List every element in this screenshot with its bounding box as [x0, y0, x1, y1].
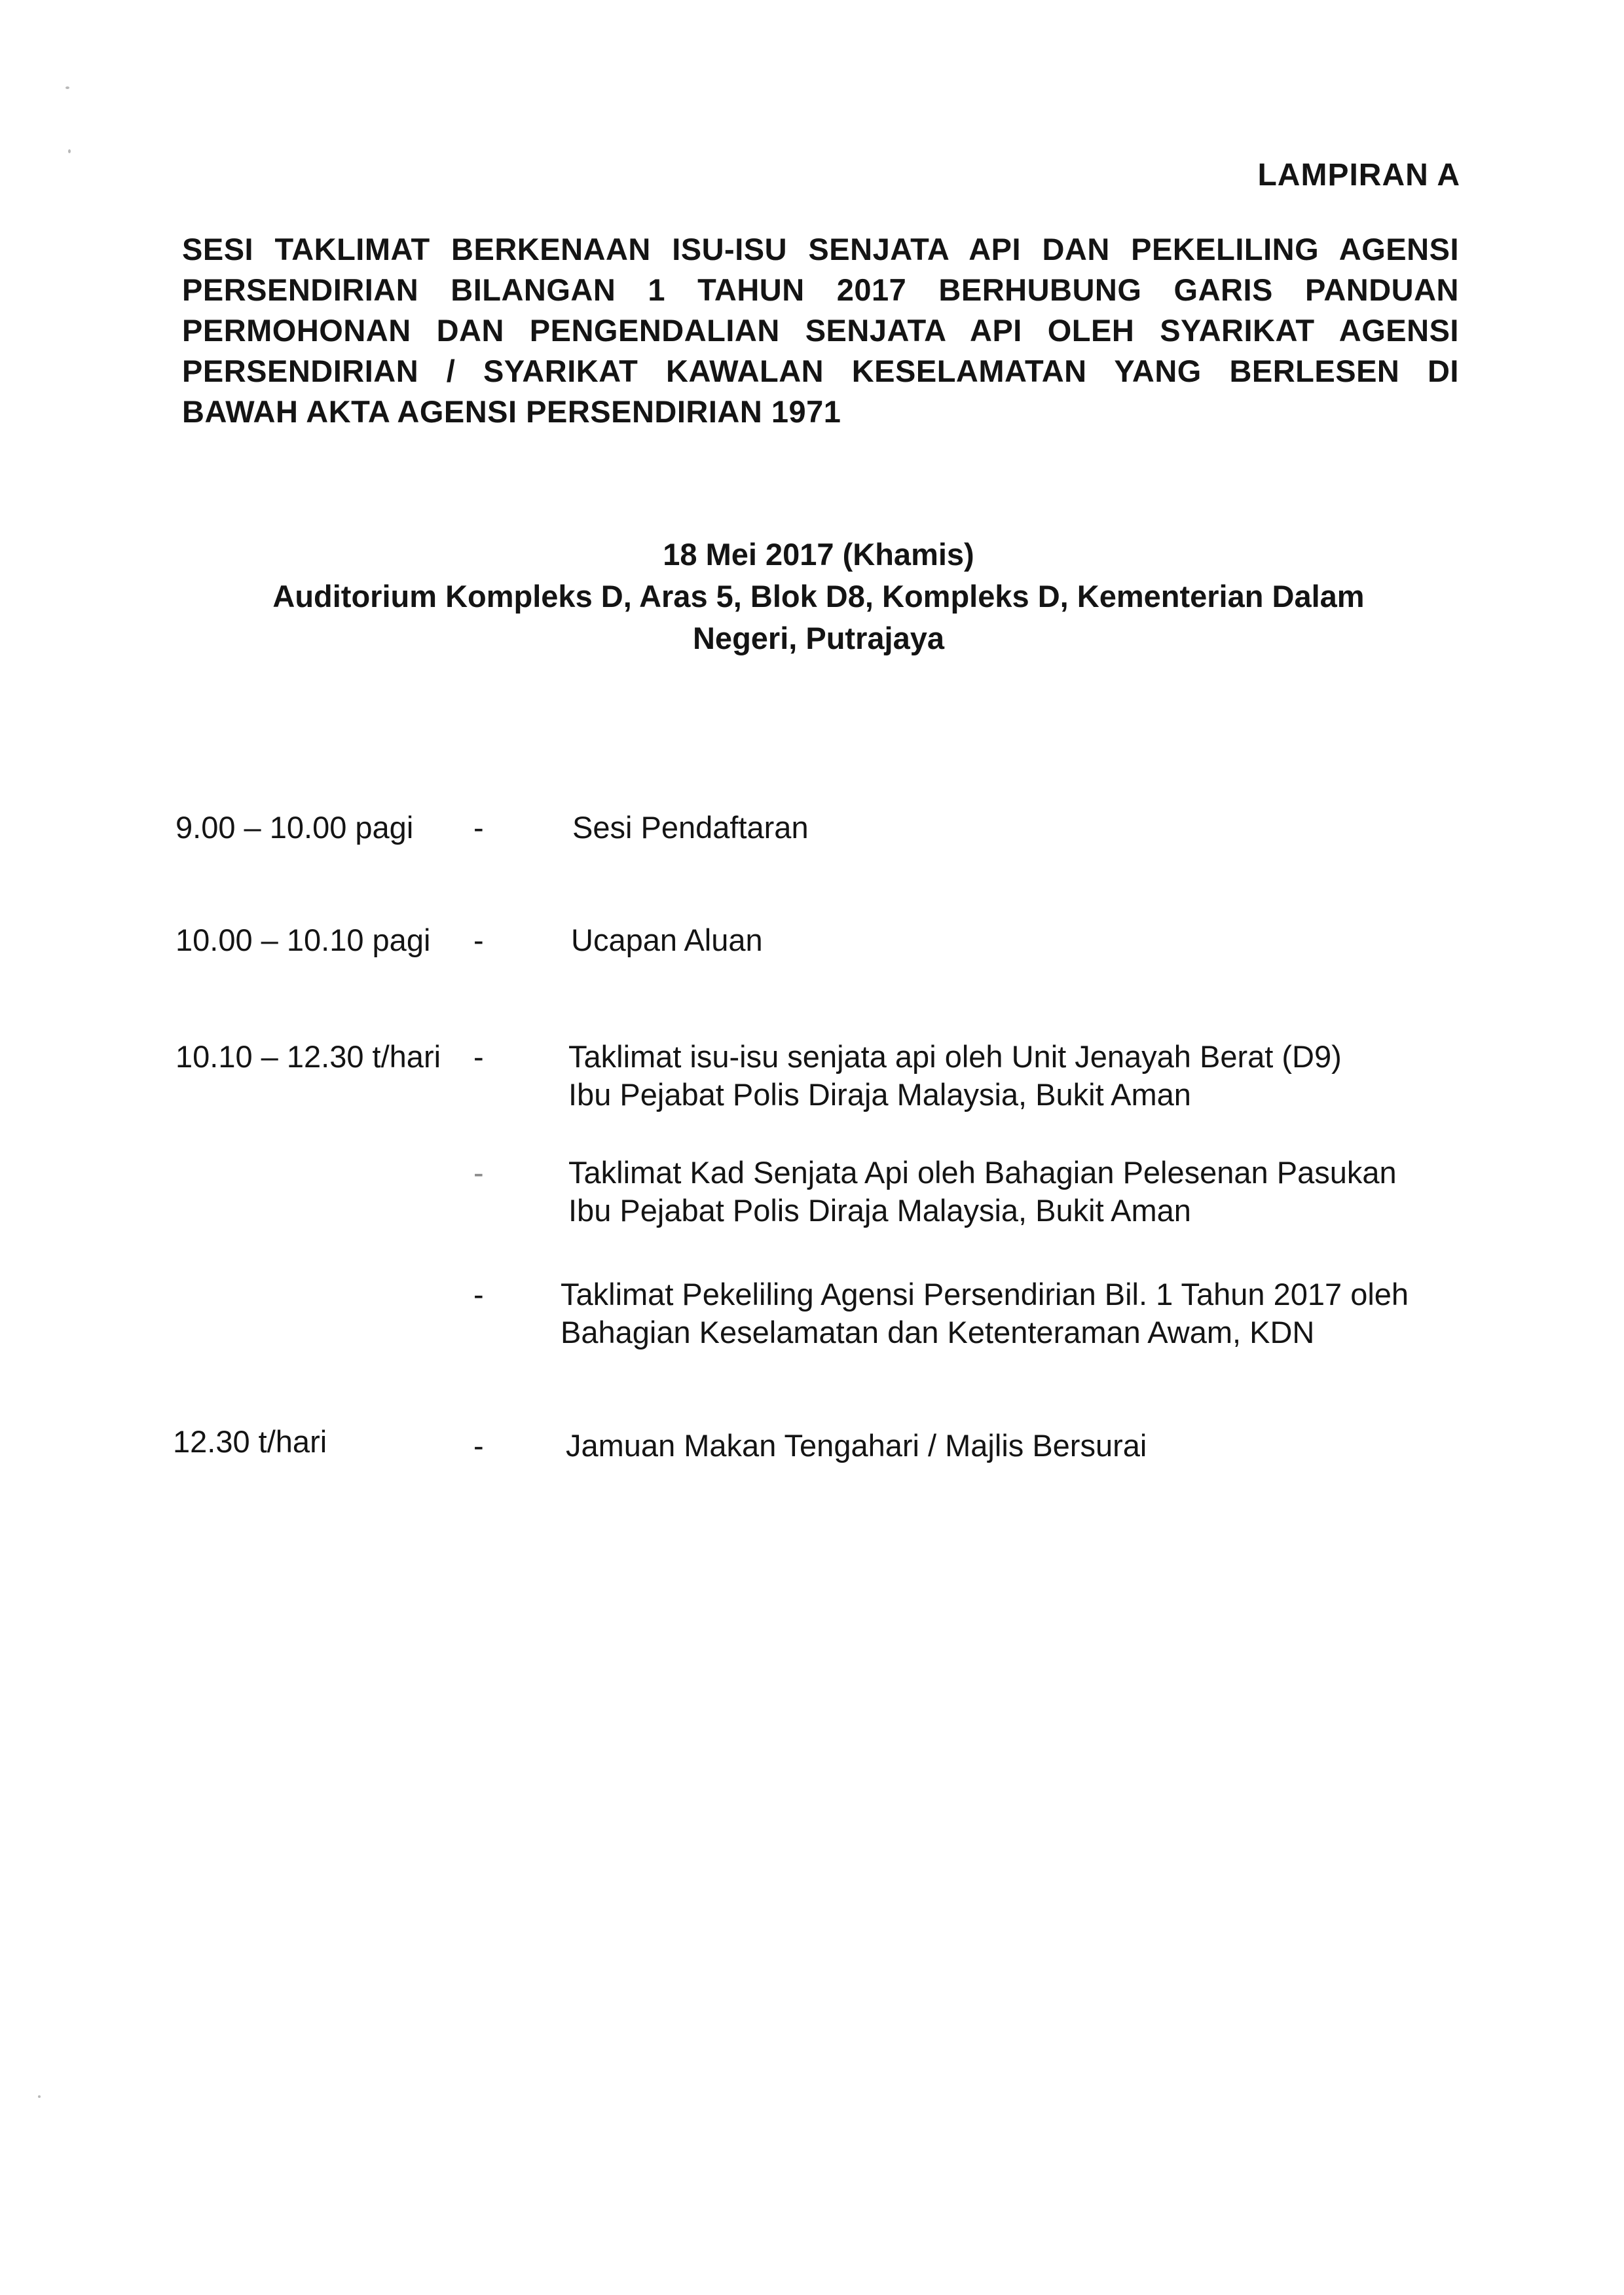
activity-line: Ibu Pejabat Polis Diraja Malaysia, Bukit Aman [568, 1193, 1191, 1228]
agenda-activity [571, 921, 1507, 959]
event-details [183, 534, 1454, 659]
activity-line: Taklimat Kad Senjata Api oleh Bahagian Pelesenan Pasukan [568, 1155, 1397, 1190]
title-line: BAWAH AKTA AGENSI PERSENDIRIAN 1971 [182, 394, 841, 429]
activity-line: Sesi Pendaftaran [572, 810, 809, 845]
activity-line: Ibu Pejabat Polis Diraja Malaysia, Bukit Aman [568, 1077, 1191, 1112]
event-venue-line: Auditorium Kompleks D, Aras 5, Blok D8, Kompleks D, Kementerian Dalam [272, 579, 1365, 614]
agenda-time: 10.00 – 10.10 pagi [175, 923, 431, 957]
title-line: PERSENDIRIAN / SYARIKAT KAWALAN KESELAMATAN YANG BERLESEN DI [182, 354, 1459, 388]
activity-line: Jamuan Makan Tengahari / Majlis Bersurai [566, 1428, 1147, 1463]
agenda-activity [568, 1154, 1505, 1230]
agenda-activity [572, 809, 1509, 847]
agenda-dash: - [473, 1039, 484, 1074]
agenda-dash: - [473, 810, 484, 845]
appendix-label: LAMPIRAN A [1257, 158, 1460, 193]
scan-speck [65, 86, 69, 89]
agenda-dash: - [473, 1155, 484, 1190]
activity-line: Taklimat isu-isu senjata api oleh Unit Jenayah Berat (D9) [568, 1039, 1342, 1074]
event-date: 18 Mei 2017 (Khamis) [663, 537, 974, 572]
title-line: SESI TAKLIMAT BERKENAAN ISU-ISU SENJATA API DAN PEKELILING AGENSI [182, 232, 1459, 266]
agenda-activity [568, 1038, 1505, 1114]
title-line: PERMOHONAN DAN PENGENDALIAN SENJATA API OLEH SYARIKAT AGENSI [182, 313, 1459, 348]
event-venue-line: Negeri, Putrajaya [692, 621, 944, 655]
document-title [182, 229, 1459, 432]
agenda-activity [561, 1276, 1497, 1351]
title-line: PERSENDIRIAN BILANGAN 1 TAHUN 2017 BERHUBUNG GARIS PANDUAN [182, 272, 1459, 307]
scan-speck [68, 149, 71, 153]
agenda-time: 9.00 – 10.00 pagi [175, 810, 414, 845]
agenda-time: 10.10 – 12.30 t/hari [175, 1039, 441, 1074]
agenda-time: 12.30 t/hari [173, 1424, 327, 1459]
activity-line: Bahagian Keselamatan dan Ketenteraman Awam, KDN [561, 1315, 1315, 1349]
scan-speck [38, 2095, 41, 2098]
agenda-dash: - [473, 1277, 484, 1312]
activity-line: Taklimat Pekeliling Agensi Persendirian Bil. 1 Tahun 2017 oleh [561, 1277, 1409, 1312]
agenda-activity [566, 1427, 1502, 1465]
agenda-dash: - [473, 923, 484, 957]
activity-line: Ucapan Aluan [571, 923, 763, 957]
agenda-dash: - [473, 1428, 484, 1463]
